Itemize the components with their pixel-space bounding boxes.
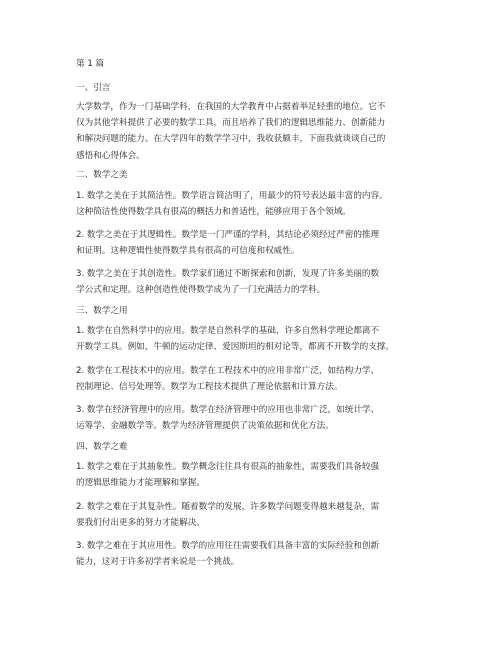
paragraph-difficulty-2 (76, 499, 428, 531)
text-line: 要我们付出更多的努力才能解决。 (76, 518, 205, 529)
text-line: 开数学工具。例如，牛顿的运动定律、爱因斯坦的相对论等，都离不开数学的支撑。 (76, 342, 394, 353)
paragraph-uses-2 (76, 363, 428, 395)
document-title: 第 1 篇 (76, 59, 105, 69)
paragraph-beauty-2 (76, 227, 428, 259)
section-heading-introduction: 一、引言 (76, 83, 111, 93)
section-heading-uses: 三、数学之用 (76, 306, 128, 316)
text-line: 仅为其他学科提供了必要的数学工具，而且培养了我们的逻辑思维能力、创新能力 (76, 118, 386, 129)
text-line: 感悟和心得体会。 (76, 150, 145, 161)
paragraph-beauty-1 (76, 188, 428, 220)
paragraph-beauty-3 (76, 266, 428, 298)
text-line: 学公式和定理。这种创造性使得数学成为了一门充满活力的学科。 (76, 285, 326, 296)
text-line: 和证明。这种逻辑性使得数学具有很高的可信度和权威性。 (76, 246, 300, 257)
text-line: 3. 数学在经济管理中的应用。数学在经济管理中的应用也非常广泛，如统计学、 (76, 405, 380, 415)
text-line: 大学数学，作为一门基础学科，在我国的大学教育中占据着举足轻重的地位。它不 (76, 102, 386, 112)
text-line: 的逻辑思维能力才能理解和掌握。 (76, 478, 205, 489)
paragraph-difficulty-3 (76, 538, 428, 570)
paragraph-difficulty-1 (76, 459, 428, 491)
text-line: 2. 数学之美在于其逻辑性。数学是一门严谨的学科，其结论必须经过严密的推理 (76, 230, 380, 240)
text-line: 1. 数学之难在于其抽象性。数学概念往往具有很高的抽象性，需要我们具备较强 (76, 462, 380, 472)
text-line: 运筹学、金融数学等。数学为经济管理提供了决策依据和优化方法。 (76, 421, 334, 432)
paragraph-introduction (76, 99, 428, 164)
text-line: 2. 数学在工程技术中的应用。数学在工程技术中的应用非常广泛，如结构力学、 (76, 366, 380, 376)
text-line: 能力，这对于许多初学者来说是一个挑战。 (76, 557, 240, 568)
section-heading-beauty: 二、数学之美 (76, 170, 128, 180)
text-line: 和解决问题的能力。在大学四年的数学学习中，我收获颇丰，下面我就谈谈自己的 (76, 134, 386, 145)
text-line: 3. 数学之难在于其应用性。数学的应用往往需要我们具备丰富的实际经验和创新 (76, 541, 380, 551)
text-line: 2. 数学之难在于其复杂性。随着数学的发展，许多数学问题变得越来越复杂，需 (76, 502, 380, 512)
text-line: 这种简洁性使得数学具有很高的概括力和普适性，能够应用于各个领域。 (76, 207, 352, 218)
text-line: 3. 数学之美在于其创造性。数学家们通过不断探索和创新，发现了许多美丽的数 (76, 269, 380, 279)
text-line: 控制理论、信号处理等。数学为工程技术提供了理论依据和计算方法。 (76, 382, 343, 393)
paragraph-uses-3 (76, 402, 428, 434)
text-line: 1. 数学之美在于其简洁性。数学语言简洁明了，用最少的符号表达最丰富的内容。 (76, 191, 388, 201)
paragraph-uses-1 (76, 323, 428, 355)
text-line: 1. 数学在自然科学中的应用。数学是自然科学的基础，许多自然科学理论都离不 (76, 326, 380, 336)
section-heading-difficulty: 四、数学之难 (76, 442, 128, 452)
